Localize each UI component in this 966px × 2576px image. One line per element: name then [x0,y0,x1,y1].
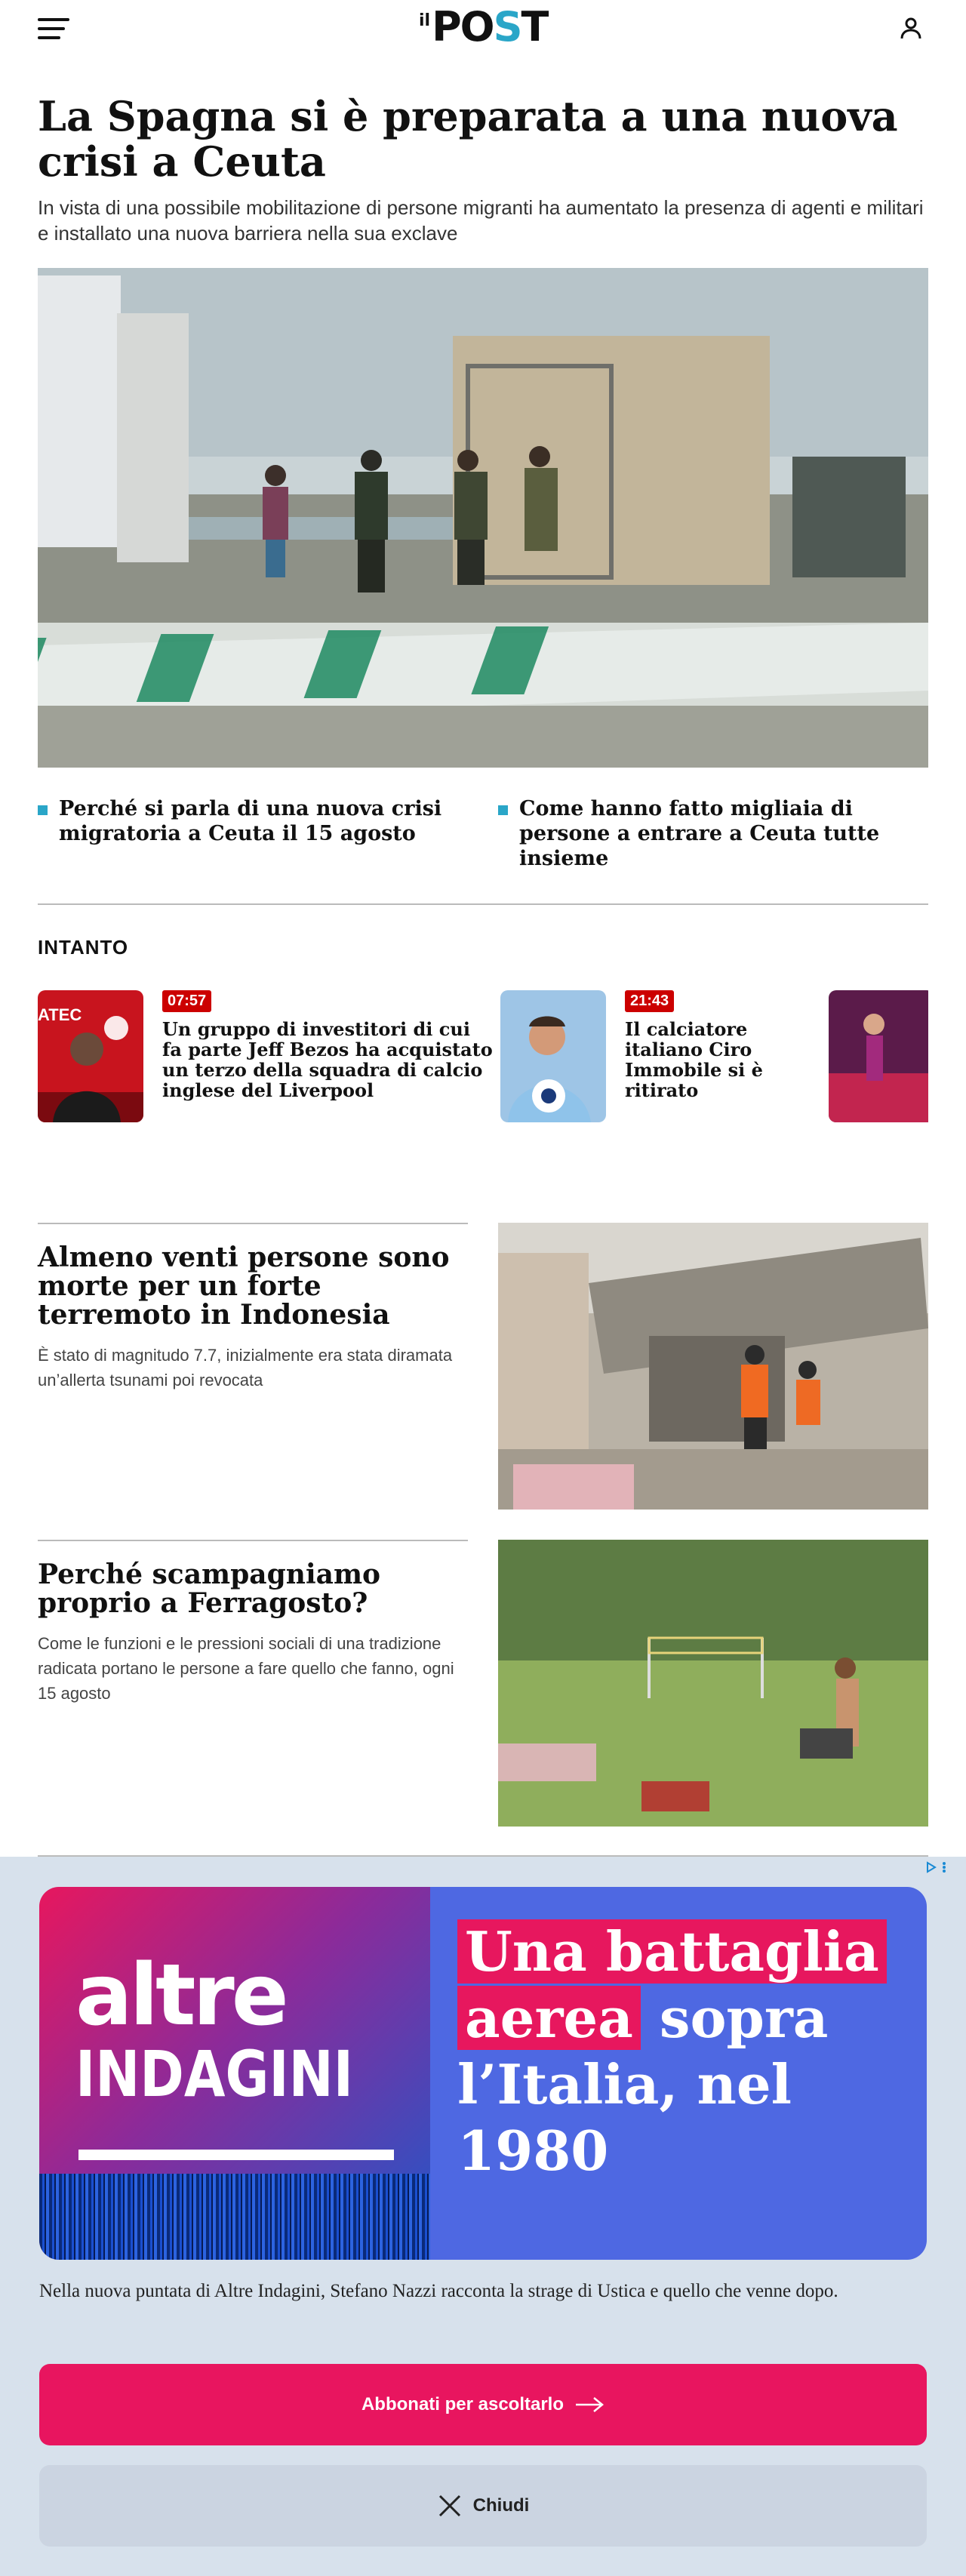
banner-title-highlight: Una battaglia [457,1919,887,1984]
article-summary: In vista di una possibile mobilitazione di persone migranti ha aumentato la presenza di agenti e militari e installato una nuova barriera nella sua exclave [38,196,924,245]
related-link[interactable]: Come hanno fatto migliaia di persone a entrare a Ceuta tutte insieme [498,796,921,871]
hero-image[interactable] [38,268,928,768]
banner-brand-panel [39,1887,430,2260]
banner-pattern [39,2174,430,2260]
banner-brand-line2: INDAGINI [75,2037,353,2111]
logo-post-b: S [493,3,521,51]
banner-title-highlight: aerea [457,1986,641,2050]
news-card[interactable] [829,990,928,1122]
news-title: Un gruppo di investitori di cui fa parte Jeff Bezos ha acquistato un terzo della squadra di calcio inglese del Liverpool [162,1018,493,1101]
logo-post-a: PO [432,3,494,51]
adchoices-icon[interactable] [925,1861,937,1873]
story-summary: È stato di magnitudo 7.7, inizialmente era stata diramata un’allerta tsunami poi revocata [38,1346,453,1390]
logo-post [432,5,547,50]
story-title: Almeno venti persone sono morte per un forte terremoto in Indonesia [38,1242,450,1331]
site-header [0,0,966,59]
close-button[interactable] [39,2465,927,2547]
user-icon[interactable] [898,15,924,41]
news-card[interactable] [500,990,802,1122]
ad-choices[interactable] [925,1861,946,1873]
divider [38,903,928,905]
news-title: Il calciatore italiano Ciro Immobile si è ritirato [625,1018,763,1101]
page-title[interactable]: La Spagna si è preparata a una nuova crisi a Ceuta [38,92,898,186]
podcast-banner[interactable] [39,1887,927,2260]
news-thumbnail [38,990,143,1122]
svg-text:ATEC: ATEC [38,1005,82,1024]
banner-title-panel [430,1887,927,2260]
related-link[interactable]: Perché si parla di una nuova crisi migratoria a Ceuta il 15 agosto [38,796,460,846]
story-item[interactable] [38,1243,468,1393]
news-card[interactable] [38,990,491,1122]
subscribe-button[interactable] [39,2364,927,2445]
news-time: 21:43 [625,990,674,1012]
banner-brand-line1: altre [75,1947,286,2045]
banner-title-text: l’Italia, nel [457,2052,792,2116]
story-title: Perché scampagniamo proprio a Ferragosto? [38,1559,381,1619]
divider [38,1223,468,1224]
section-title-intanto: INTANTO [38,936,129,959]
close-label: Chiudi [472,2495,530,2516]
site-logo[interactable] [419,5,547,50]
story-item[interactable] [38,1560,468,1706]
story-image[interactable] [498,1540,928,1827]
promo-description: Nella nuova puntata di Altre Indagini, Stefano Nazzi racconta la strage di Ustica e quello che venne dopo. [39,2281,838,2301]
arrow-right-icon [574,2396,605,2414]
news-thumbnail [500,990,606,1122]
news-time: 07:57 [162,990,211,1012]
banner-brand-rule [78,2150,394,2160]
logo-il: il [419,11,431,30]
banner-title [457,1919,910,2184]
subscribe-label: Abbonati per ascoltarlo [361,2394,565,2414]
more-options-icon[interactable] [942,1861,946,1873]
banner-title-text: sopra [640,1986,829,2050]
logo-post-c: T [521,3,548,51]
story-image[interactable] [498,1223,928,1510]
banner-title-text: 1980 [457,2119,609,2183]
story-summary: Come le funzioni e le pressioni sociali di una tradizione radicata portano le persone a fare quello che fanno, ogni 15 agosto [38,1634,454,1703]
menu-icon[interactable] [38,18,69,39]
news-thumbnail [829,990,928,1122]
divider [38,1540,468,1541]
close-icon [437,2493,463,2519]
